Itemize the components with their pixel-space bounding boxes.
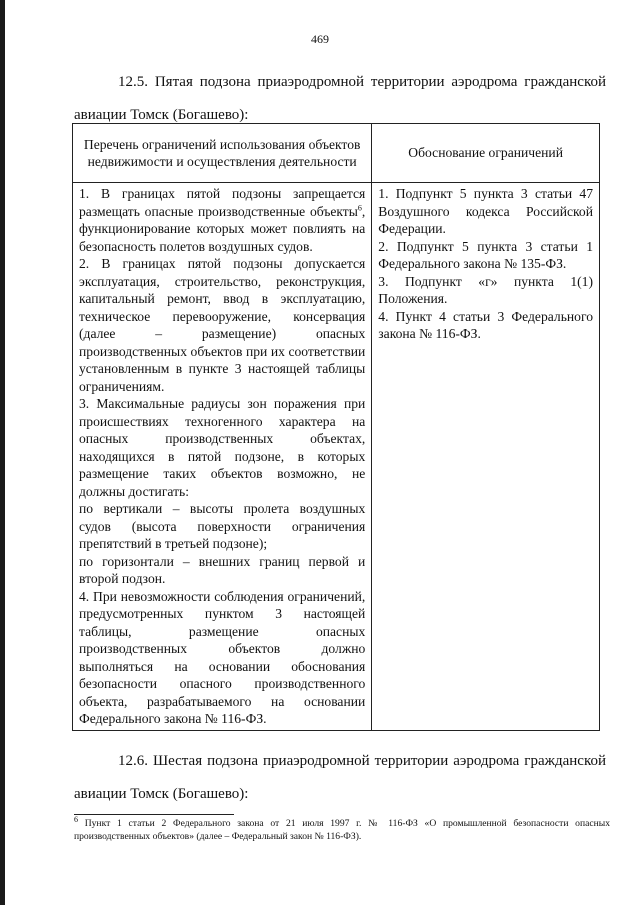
restrictions-table <box>72 123 600 731</box>
footnote-text: Пункт 1 статьи 2 Федерального закона от 21 июля 1997 г. № 116-ФЗ «О промышленной безопасности опасных производственных объектов» (далее – Федеральный закон № 116-ФЗ). <box>74 818 610 842</box>
section-heading-12-6 <box>74 745 606 811</box>
table-row <box>73 183 600 731</box>
restrictions-text-part2: , функционирование которых может повлиять на безопасность полетов воздушных судов. 2. В границах пятой подзоны допускается эксплуатация, строительство, реконструкция, капитальный ремонт, ввод в эксплуатацию, техническое перевооружение, консервация (далее – размещение) опасных производственных объектов при их соответствии установленным в пункте 3 настоящей таблицы ограничениям. 3. Максимальные радиусы зон поражения при происшествиях техногенного характера на опасных производственных объектах, находящихся в пятой подзоне, в которых размещение таких объектов возможно, не должны достигать: по вертикали – высоты пролета воздушных судов (высота поверхности ограничения препятствий в третьей подзоне); по горизонтали – внешних границ первой и второй подзон. 4. При невозможности соблюдения ограничений, предусмотренных пунктом 3 настоящей таблицы, размещение опасных производственных объектов должно выполняться на основании обоснования безопасности опасного производственного объекта, разрабатываемого на основании Федерального закона № 116-ФЗ. <box>79 203 366 726</box>
table-header-row <box>73 124 600 183</box>
section-heading-12-5-text: 12.5. Пятая подзона приаэродромной территории аэродрома гражданской авиации Томск (Богашево): <box>74 74 606 123</box>
footnote-ref: 6 <box>357 202 362 212</box>
footnote-separator <box>74 814 234 815</box>
restrictions-text <box>79 185 365 728</box>
header-restrictions: Перечень ограничений использования объектов недвижимости и осуществления деятельности <box>73 124 372 183</box>
justification-text: 1. Подпункт 5 пункта 3 статьи 47 Воздушного кодекса Российской Федерации. 2. Подпункт 5 пункта 3 статьи 1 Федерального закона № 135-ФЗ. 3. Подпункт «г» пункта 1(1) Положения. 4. Пункт 4 статьи 3 Федерального закона № 116-ФЗ. <box>378 186 593 341</box>
justification-cell <box>372 183 600 731</box>
page-number: 469 <box>311 32 329 46</box>
footnote <box>74 814 610 843</box>
restrictions-text-part1: 1. В границах пятой подзоны запрещается размещать опасные производственные объекты <box>79 186 366 219</box>
section-heading-12-6-text: 12.6. Шестая подзона приаэродромной территории аэродрома гражданской авиации Томск (Богашево): <box>74 753 606 802</box>
footnote-mark: 6 <box>74 814 78 824</box>
restrictions-cell <box>73 183 372 731</box>
header-justification: Обоснование ограничений <box>372 124 600 183</box>
scan-border <box>0 0 5 905</box>
